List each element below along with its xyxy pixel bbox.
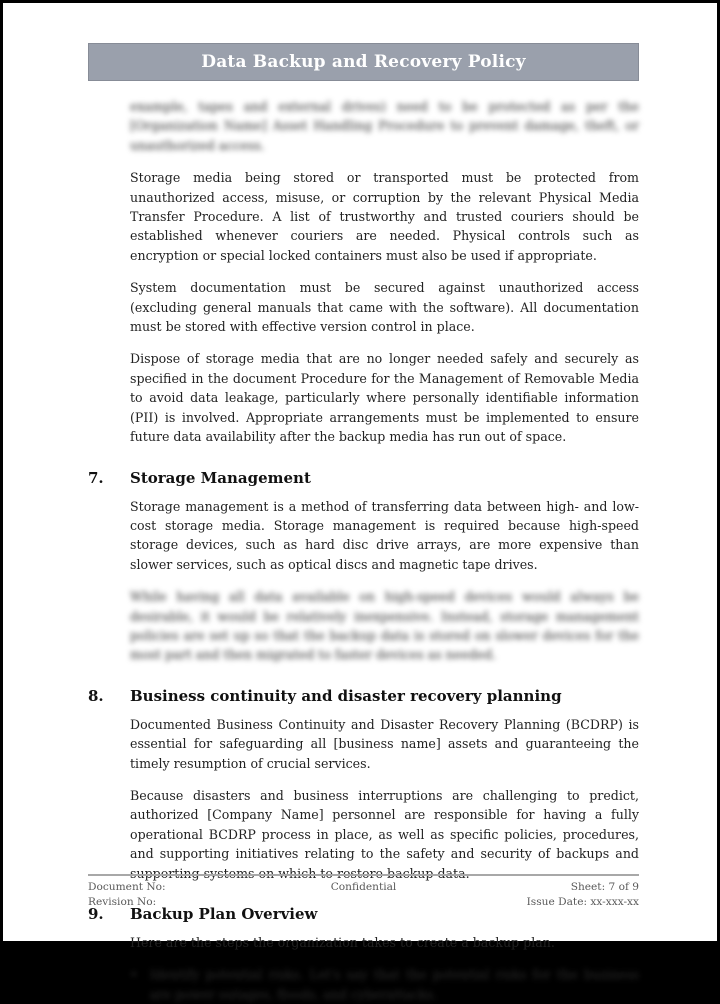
paragraph-blurred-storage-management: While having all data available on high-speed devices would always be desirable, it would be relatively inexpensive. Instead, storage management policies are set up so that the backup data is stored on slower devices for the most part and then migrated to faster devices as needed. [130, 589, 639, 663]
footer-document-no: Document No: [88, 881, 166, 893]
paragraph-blurred-intro: example, tapes and external drives) need to be protected as per the [Organization Name] Asset Handling Procedure to prevent damage, theft, or unauthorized access. [130, 99, 639, 153]
page-footer [88, 874, 639, 910]
section-8-number: 8. [88, 686, 104, 705]
footer-sheet: Sheet: 7 of 9 [570, 881, 640, 893]
section-7-number: 7. [88, 468, 104, 487]
document-content [88, 43, 639, 1004]
footer-confidential: Confidential [330, 881, 397, 893]
section-9-title: Backup Plan Overview [130, 905, 318, 923]
paragraph-storage-media: Storage media being stored or transported must be protected from unauthorized access, misuse, or corruption by the relevant Physical Media Transfer Procedure. A list of trustworthy and trusted couriers should be established whenever couriers are needed. Physical controls such as encryption or special locked containers must also be used if appropriate. [130, 170, 639, 263]
footer-right [455, 880, 639, 910]
section-7-heading [88, 468, 639, 488]
paragraph-dispose-media: Dispose of storage media that are no longer needed safely and securely as specified in the document Procedure for the Management of Removable Media to avoid data leakage, particularly where personally identifiable information (PII) is involved. Appropriate arrangements must be implemented to ensure future data availability after the backup media has run out of space. [130, 351, 639, 445]
footer-left [88, 880, 272, 910]
paragraph-system-documentation: System documentation must be secured against unauthorized access (excluding general manuals that came with the software). All documentation must be stored with effective version control in place. [130, 280, 639, 335]
paragraph-backup-plan-intro: Here are the steps the organization takes to create a backup plan. [130, 935, 555, 950]
document-title: Data Backup and Recovery Policy [201, 52, 526, 72]
footer-revision-no: Revision No: [88, 896, 157, 908]
section-9-number: 9. [88, 905, 104, 923]
footer-center [272, 880, 456, 910]
footer-issue-date: Issue Date: xx-xxx-xx [526, 896, 640, 908]
bullet-text-blurred: Identify potential risks. Let's say that the potential risks for the business are power outages, floods, and cyberattacks. [150, 967, 639, 1002]
bullet-glyph: • [130, 967, 138, 983]
section-8-title: Business continuity and disaster recovery planning [130, 686, 562, 705]
paragraph-bcdrp-process: Because disasters and business interruptions are challenging to predict, authorized [Company Name] personnel are responsible for having a fully operational BCDRP process in place, as well as specific policies, procedures, and supporting initiatives relating to the safety and security of backups and supporting systems on which to restore backup data. [130, 787, 639, 881]
bullet-item-blurred [130, 965, 639, 1004]
section-8-heading [88, 686, 639, 706]
paragraph-bcdrp-essential: Documented Business Continuity and Disaster Recovery Planning (BCDRP) is essential for safeguarding all [business name] assets and guaranteeing the timely resumption of crucial services. [130, 716, 639, 771]
section-7-title: Storage Management [130, 468, 311, 487]
paragraph-storage-management: Storage management is a method of transferring data between high- and low-cost storage media. Storage management is required because high-speed storage devices, such as hard disc drive arrays, are more expensive than slower services, such as optical discs and magnetic tape drives. [130, 498, 639, 572]
document-title-banner [88, 43, 639, 81]
